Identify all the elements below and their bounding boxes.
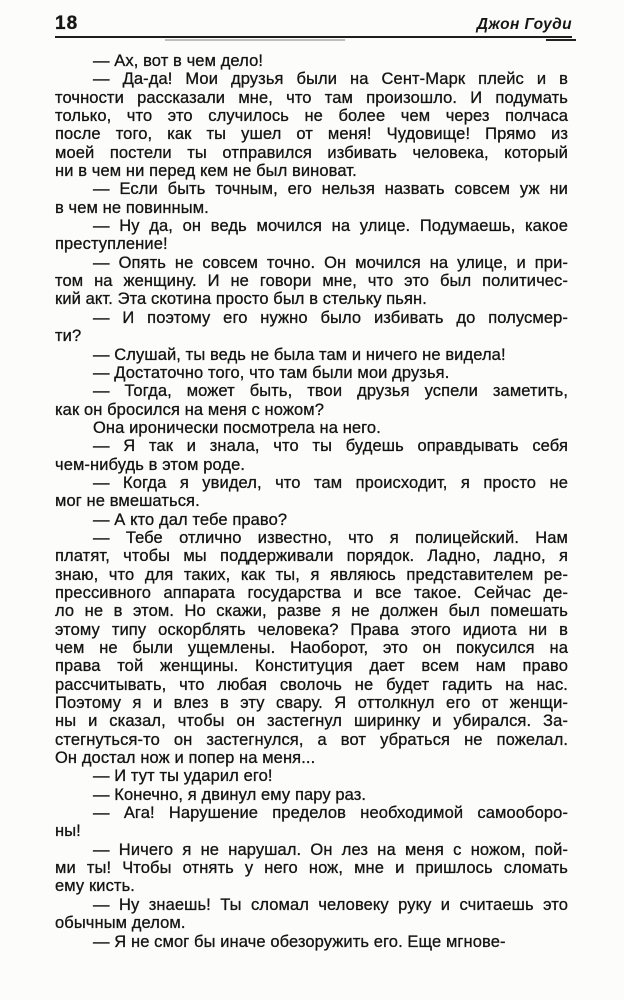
- text-line: обычным делом.: [55, 914, 186, 933]
- page-body: [55, 52, 568, 951]
- paragraph: [55, 511, 568, 529]
- text-line: — Тебе отлично известно, что я полицейский. Нам: [93, 528, 568, 547]
- paragraph: [55, 529, 568, 767]
- paragraph: [55, 786, 568, 804]
- text-line: — Тогда, может быть, твои друзья успели заметить,: [93, 382, 568, 401]
- text-line: — Достаточно того, что там были мои друзья.: [93, 363, 450, 382]
- text-line: — И поэтому его нужно было избивать до полусмер-: [93, 308, 568, 327]
- text-line: прессивного аппарата государства и все такое. Сейчас де-: [55, 583, 568, 602]
- text-line: знаю, что для таких, как ты, я являюсь представителем ре-: [55, 565, 568, 584]
- text-line: Поэтому я и влез в эту свару. Я оттолкнул его от женщи-: [55, 694, 568, 713]
- text-line: — Ничего я не нарушал. Он лез на меня с ножом, пой-: [93, 840, 568, 859]
- text-line: ны и сказал, чтобы он застегнул ширинку и убирался. За-: [55, 712, 568, 731]
- paragraph: [55, 933, 568, 951]
- text-line: в чем не повинным.: [55, 198, 209, 217]
- paragraph: [55, 70, 568, 180]
- paragraph: [55, 841, 568, 896]
- text-line: — Когда я увидел, что там происходит, я просто не: [93, 473, 568, 492]
- paragraph: [55, 254, 568, 309]
- paragraph: [55, 180, 568, 217]
- text-line: — Я не смог бы иначе обезоружить его. Еще мгнове-: [93, 932, 506, 951]
- text-line: ми ты! Чтобы отнять у него нож, мне и пришлось сломать: [55, 859, 568, 878]
- text-line: — А кто дал тебе право?: [93, 510, 288, 529]
- paragraph: [55, 346, 568, 364]
- paragraph: [55, 437, 568, 474]
- paragraph: [55, 52, 568, 70]
- text-line: — Ну знаешь! Ты сломал человеку руку и считаешь это: [93, 895, 568, 914]
- paragraph: [55, 419, 568, 437]
- text-line: рассчитывать, что любая сволочь не будет гадить на нас.: [55, 675, 568, 694]
- text-line: права той женщины. Конституция дает всем нам право: [55, 657, 568, 676]
- text-line: как он бросился на меня с ножом?: [55, 400, 324, 419]
- text-line: — Опять не совсем точно. Он мочился на улице, и при-: [93, 253, 568, 272]
- text-line: ему кисть.: [55, 877, 135, 896]
- paragraph: [55, 767, 568, 785]
- text-line: Он достал нож и попер на меня...: [55, 749, 316, 768]
- header-rule: [55, 36, 572, 38]
- text-line: — Я так и знала, что ты будешь оправдывать себя: [93, 437, 568, 456]
- text-line: чем не были ущемлены. Наоборот, это он покусился на: [55, 639, 568, 657]
- text-line: только, что это случилось не более чем через полчаса: [55, 107, 568, 126]
- text-line: том на женщину. И не говори мне, что это был политичес-: [55, 272, 568, 291]
- text-line: ти?: [55, 327, 82, 346]
- paragraph: [55, 382, 568, 419]
- page-number: 18: [55, 13, 79, 34]
- paragraph: [55, 309, 568, 346]
- text-line: — Ах, вот в чем дело!: [93, 52, 264, 70]
- text-line: этому типу оскорблять человека? Права этого идиота ни в: [55, 620, 568, 639]
- text-line: — Да-да! Мои друзья были на Сент-Марк плейс и в: [93, 70, 568, 89]
- paragraph: [55, 474, 568, 511]
- text-line: точности рассказали мне, что там произошло. И подумать: [55, 88, 568, 107]
- rule-dash-artifact: [546, 39, 576, 41]
- text-line: стегнуться-то он застегнулся, а вот убраться не пожелал.: [55, 730, 568, 749]
- text-line: — Если быть точным, его нельзя назвать совсем уж ни: [93, 180, 568, 199]
- text-line: моей постели ты отправился избивать человека, который: [55, 143, 568, 162]
- text-line: Она иронически посмотрела на него.: [93, 418, 381, 437]
- text-line: — Ага! Нарушение пределов необходимой самооборо-: [93, 804, 568, 823]
- text-line: — Слушай, ты ведь не была там и ничего не видела!: [93, 345, 506, 364]
- text-line: ны!: [55, 822, 81, 841]
- paragraph: [55, 804, 568, 841]
- text-line: преступление!: [55, 235, 168, 254]
- text-line: — Ну да, он ведь мочился на улице. Подумаешь, какое: [93, 217, 568, 236]
- text-line: чем-нибудь в этом роде.: [55, 455, 246, 474]
- text-line: — И тут ты ударил его!: [93, 767, 273, 786]
- paragraph: [55, 364, 568, 382]
- rule-scan-smudge: [165, 39, 345, 41]
- running-header-author: Джон Гоуди: [476, 16, 572, 33]
- text-line: ни в чем ни перед кем не был виноват.: [55, 162, 357, 181]
- page-header: [55, 13, 572, 35]
- paragraph: [55, 896, 568, 933]
- paragraph: [55, 217, 568, 254]
- text-line: мог не вмешаться.: [55, 492, 200, 511]
- text-line: кий акт. Эта скотина просто был в стельку пьян.: [55, 290, 427, 309]
- text-line: после того, как ты ушел от меня! Чудовище! Прямо из: [55, 125, 568, 144]
- text-line: — Конечно, я двинул ему пару раз.: [93, 785, 367, 804]
- text-line: платят, чтобы мы поддерживали порядок. Ладно, ладно, я: [55, 547, 568, 566]
- text-line: ло не в этом. Но скажи, разве я не должен был помешать: [55, 602, 568, 621]
